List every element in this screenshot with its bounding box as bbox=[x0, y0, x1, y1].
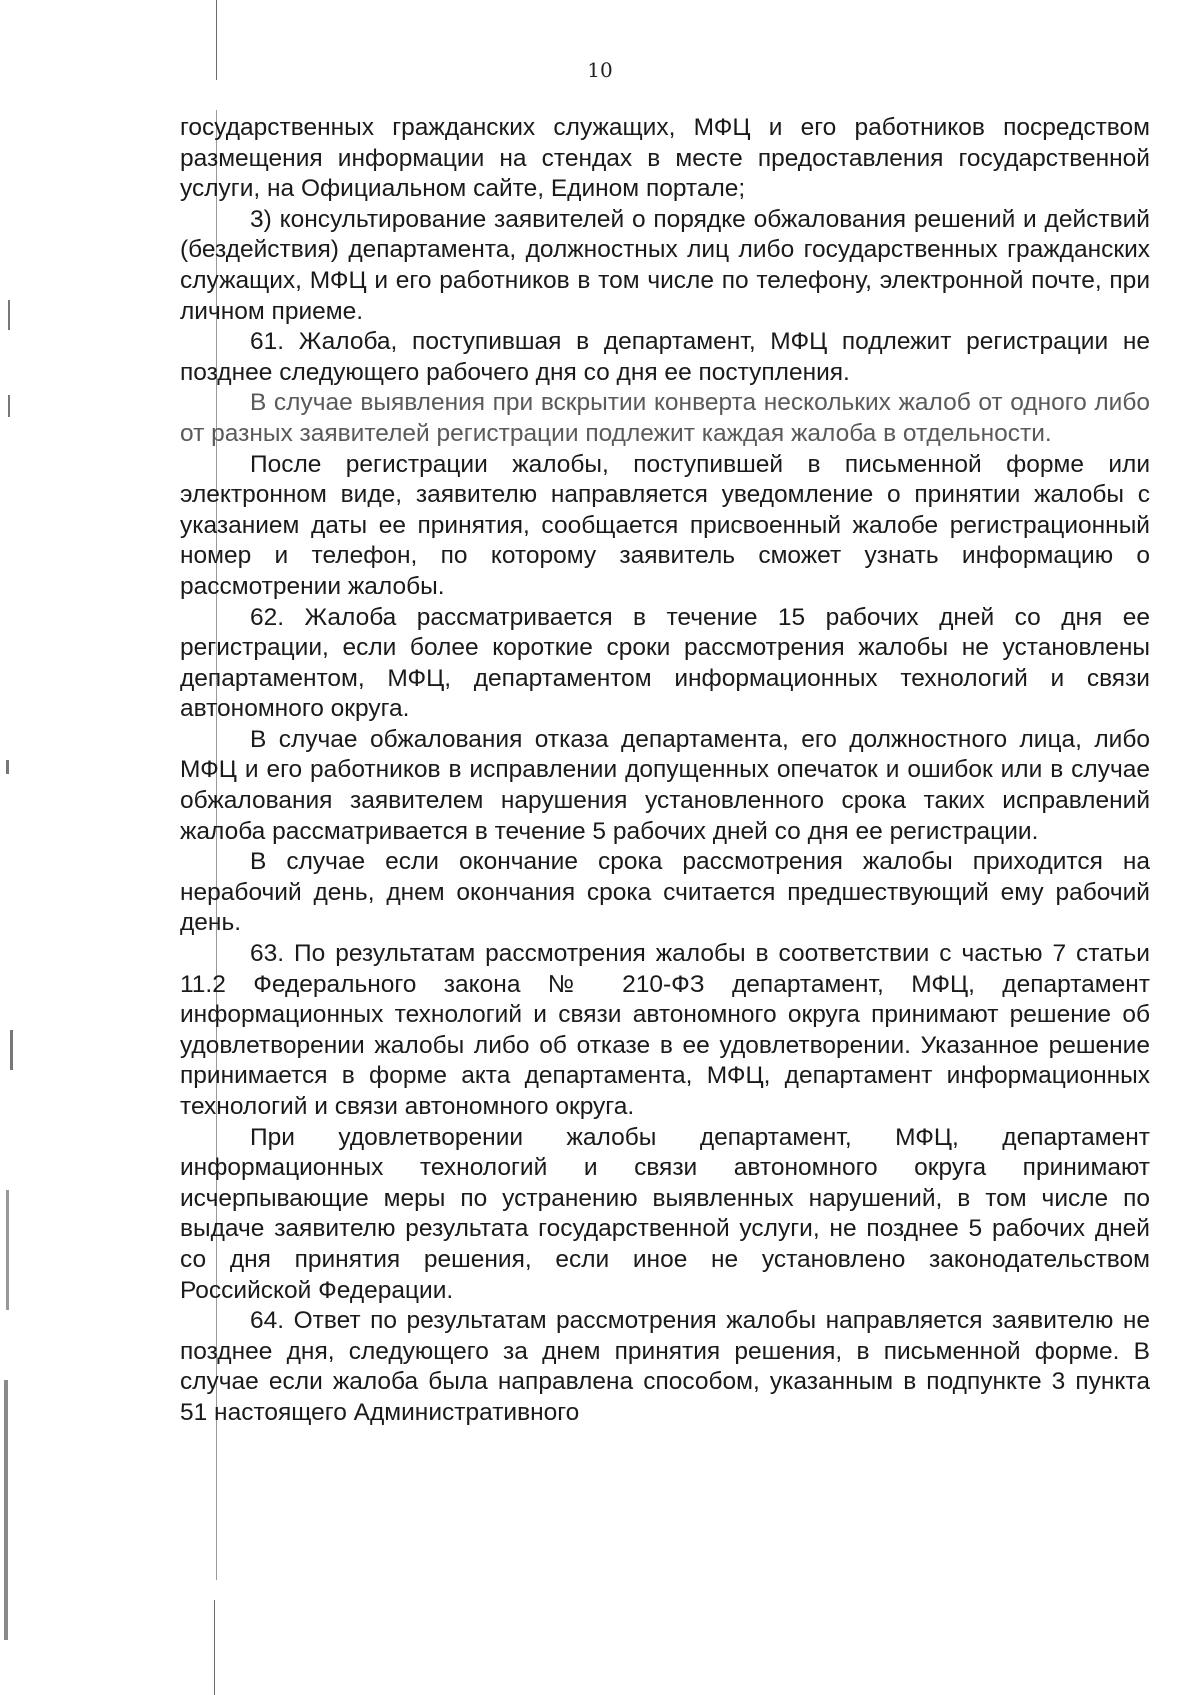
paragraph-63: 63. По результатам рассмотрения жалобы в соответствии с частью 7 статьи 11.2 Федерального закона № 210-ФЗ департамент, МФЦ, департамент информационных технологий и связи автономного округа принимают решение об удовлетворении жалобы либо об отказе в ее удовлетворении. Указанное решение принимается в форме акта департамента, МФЦ, департамент информационных технологий и связи автономного округа. bbox=[180, 940, 1150, 1120]
scan-artifact-mark bbox=[6, 1190, 9, 1310]
paragraph-62: 62. Жалоба рассматривается в течение 15 рабочих дней со дня ее регистрации, если более короткие сроки рассмотрения жалобы не установлены департаментом, МФЦ, департаментом информационных технологий и связи автономного округа. bbox=[180, 603, 1150, 723]
paragraph-registration: После регистрации жалобы, поступившей в письменной форме или электронном виде, заявителю направляется уведомление о принятии жалобы с указанием даты ее принятия, сообщается присвоенный жалобе регистрационный номер и телефон, по которому заявитель сможет узнать информацию о рассмотрении жалобы. bbox=[180, 450, 1150, 600]
paragraph-consultation: 3) консультирование заявителей о порядке обжалования решений и действий (бездействия) департамента, должностных лиц либо государственных гражданских служащих, МФЦ и его работников в том числе по телефону, электронной почте, при личном приеме. bbox=[180, 205, 1150, 325]
scan-artifact-mark bbox=[8, 395, 10, 417]
paragraph-continuation: государственных гражданских служащих, МФЦ и его работников посредством размещения информации на стендах в месте предоставления государственной услуги, на Официальном сайте, Едином портале; bbox=[180, 114, 1150, 203]
scan-artifact-mark bbox=[8, 300, 10, 330]
paragraph-correction-appeal: В случае обжалования отказа департамента, его должностного лица, либо МФЦ и его работников в исправлении допущенных опечаток и ошибок или в случае обжалования заявителем нарушения установленного срока таких исправлений жалоба рассматривается в течение 5 рабочих дней со дня ее регистрации. bbox=[180, 725, 1150, 845]
document-body bbox=[180, 113, 1150, 1429]
scan-artifact-mark bbox=[4, 1380, 8, 1640]
scan-artifact-line bbox=[214, 1600, 215, 1695]
page-number: 10 bbox=[587, 58, 613, 82]
paragraph-envelope: В случае выявления при вскрытии конверта нескольких жалоб от одного либо от разных заявителей регистрации подлежит каждая жалоба в отдельности. bbox=[180, 389, 1150, 447]
paragraph-61: 61. Жалоба, поступившая в департамент, МФЦ подлежит регистрации не позднее следующего рабочего дня со дня ее поступления. bbox=[180, 328, 1150, 386]
paragraph-non-working-day: В случае если окончание срока рассмотрения жалобы приходится на нерабочий день, днем окончания срока считается предшествующий ему рабочий день. bbox=[180, 848, 1150, 937]
scan-artifact-mark bbox=[6, 760, 9, 774]
scan-artifact-mark bbox=[10, 1030, 13, 1070]
paragraph-satisfaction: При удовлетворении жалобы департамент, МФЦ, департамент информационных технологий и связи автономного округа принимают исчерпывающие меры по устранению выявленных нарушений, в том числе по выдаче заявителю результата государственной услуги, не позднее 5 рабочих дней со дня принятия решения, если иное не установлено законодательством Российской Федерации. bbox=[180, 1123, 1150, 1304]
paragraph-64: 64. Ответ по результатам рассмотрения жалобы направляется заявителю не позднее дня, следующего за днем принятия решения, в письменной форме. В случае если жалоба была направлена способом, указанным в подпункте 3 пункта 51 настоящего Административного bbox=[180, 1307, 1150, 1426]
